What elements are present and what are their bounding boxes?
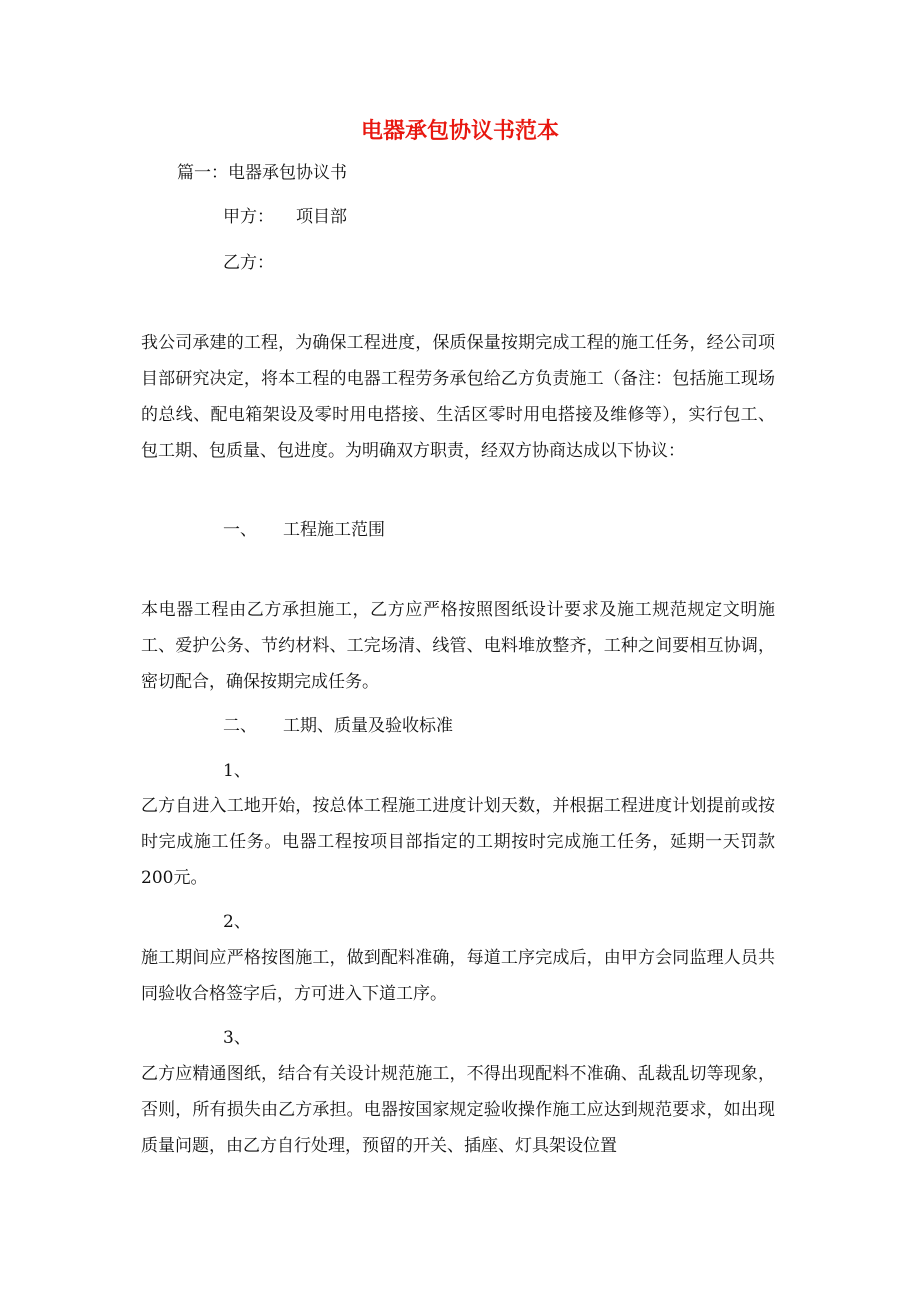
- item-1-number: 1、: [223, 761, 251, 781]
- item-3-body: 乙方应精通图纸，结合有关设计规范施工，不得出现配料不准确、乱裁乱切等现象，否则，所有损失由乙方承担。电器按国家规定验收操作施工应达到规范要求，如出现质量问题，由乙方自行处理，预留的开关、插座、灯具架设位置: [141, 1064, 775, 1156]
- item-2-number: 2、: [223, 912, 251, 932]
- subtitle: 篇一：电器承包协议书: [177, 163, 347, 183]
- section-2-number: 二、: [223, 716, 257, 736]
- party-a-label: 甲方：: [223, 207, 274, 227]
- intro-paragraph: 我公司承建的工程，为确保工程进度，保质保量按期完成工程的施工任务，经公司项目部研究决定，将本工程的电器工程劳务承包给乙方负责施工（备注：包括施工现场的总线、配电箱架设及零时用电搭接、生活区零时用电搭接及维修等），实行包工、包工期、包质量、包进度。为明确双方职责，经双方协商达成以下协议：: [141, 333, 775, 461]
- section-1-title: 工程施工范围: [283, 520, 385, 540]
- section-1-heading: [223, 518, 385, 542]
- section-2-title: 工期、质量及验收标准: [283, 716, 453, 736]
- item-3-number: 3、: [223, 1028, 251, 1048]
- item-2-body: 施工期间应严格按图施工，做到配料准确，每道工序完成后，由甲方会同监理人员共同验收合格签字后，方可进入下道工序。: [141, 948, 775, 1004]
- document-title: 电器承包协议书范本: [360, 119, 559, 144]
- party-a-value: 项目部: [296, 207, 347, 227]
- section-2-heading: [223, 714, 453, 738]
- section-1-number: 一、: [223, 520, 257, 540]
- party-a-line: [223, 205, 347, 229]
- party-b-label: 乙方：: [223, 253, 274, 273]
- item-1-body: 乙方自进入工地开始，按总体工程施工进度计划天数，并根据工程进度计划提前或按时完成施工任务。电器工程按项目部指定的工期按时完成施工任务，延期一天罚款200元。: [141, 796, 775, 888]
- section-1-body: 本电器工程由乙方承担施工，乙方应严格按照图纸设计要求及施工规范规定文明施工、爱护公务、节约材料、工完场清、线管、电料堆放整齐，工种之间要相互协调，密切配合，确保按期完成任务。: [141, 600, 775, 692]
